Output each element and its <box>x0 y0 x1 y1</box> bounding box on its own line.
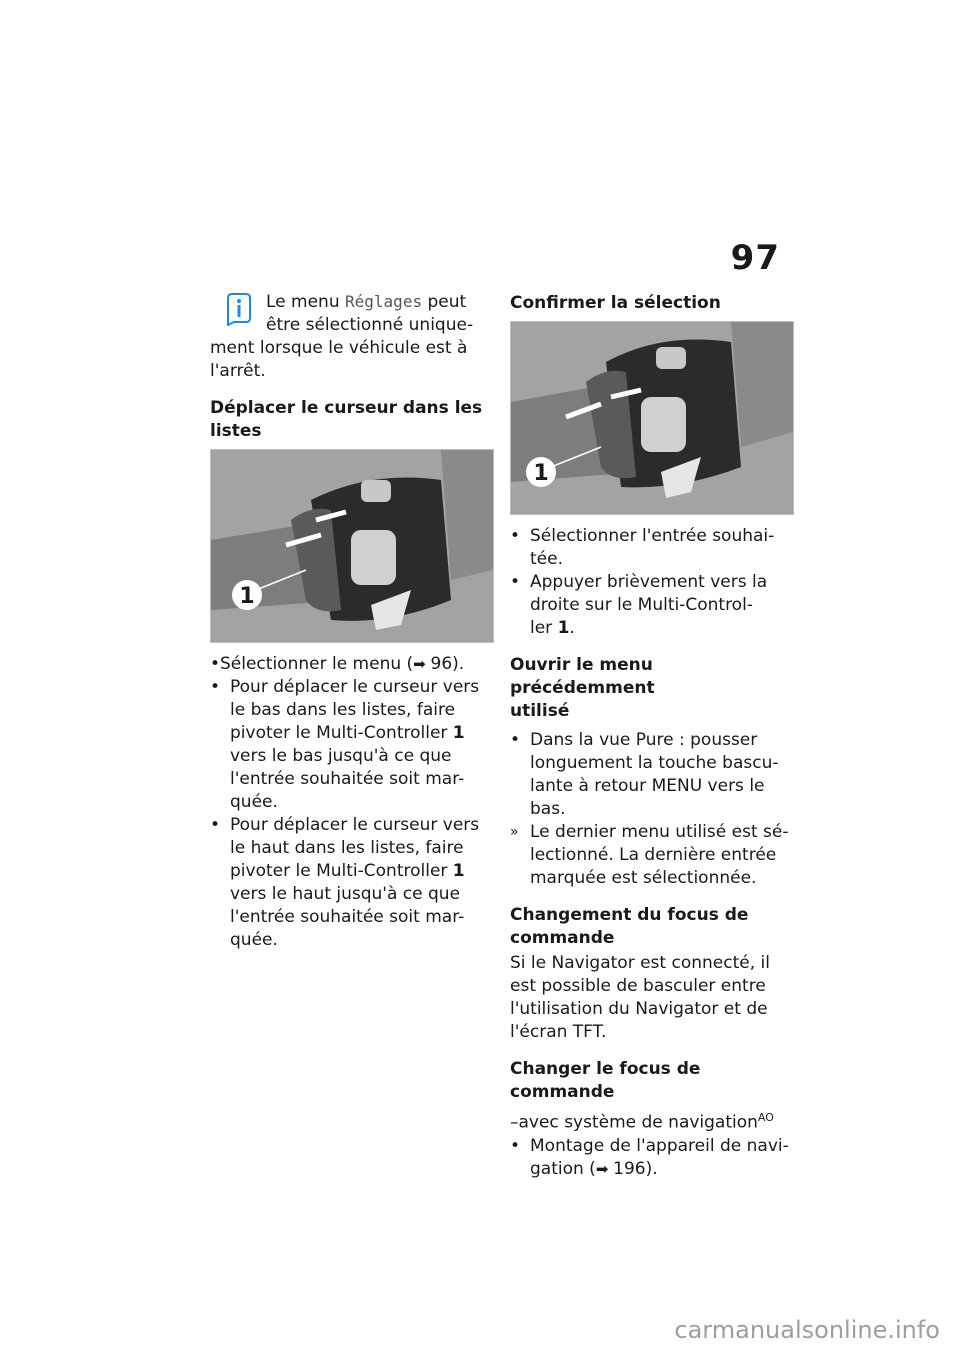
figure-multi-controller-rotate <box>210 449 494 643</box>
info-icon <box>224 292 254 326</box>
option-code: AO <box>757 1111 774 1124</box>
right-column <box>510 290 794 1181</box>
note-line-3: ment lorsque le véhicule est à <box>210 338 468 358</box>
bullet-move-up: • Pour déplacer le curseur vers le haut dans les listes, faire pivoter le Multi-Controller 1 vers le haut jusqu'à ce que l'entrée souhaitée soit mar- quée. <box>210 815 480 950</box>
note-line-4: l'arrêt. <box>210 361 266 381</box>
bullet-select-entry: • Sélectionner l'entrée souhai- tée. <box>510 526 775 569</box>
result-last-menu: » Le dernier menu utilisé est sé- lectionné. La dernière entrée marquée est sélectionnée. <box>510 822 789 888</box>
bullet-select-menu: • Sélectionner le menu (➡ 96). <box>210 654 465 674</box>
bullet-dot: • <box>510 730 521 750</box>
section-heading-move-cursor: Déplacer le curseur dans les listes <box>210 398 483 441</box>
section-heading-change-focus: Changer le focus de commande <box>510 1059 701 1102</box>
section-heading-open-menu: Ouvrir le menu précédemment utilisé <box>510 655 655 721</box>
bullet-dot: • <box>210 815 221 835</box>
left-column <box>210 290 494 952</box>
arrow-ref-icon: ➡ <box>595 1159 614 1178</box>
bullet-dot: • <box>210 677 221 697</box>
page-number: 97 <box>730 238 780 278</box>
section-heading-confirm: Confirmer la sélection <box>510 293 721 313</box>
note-line-1: Le menu Réglages peut <box>266 292 467 312</box>
figure-multi-controller-press <box>510 321 794 515</box>
focus-description: Si le Navigator est connecté, il est possible de basculer entre l'utilisation du Navigator et de l'écran TFT. <box>510 953 770 1042</box>
section-heading-focus-change: Changement du focus de commande <box>510 905 749 948</box>
watermark: carmanualsonline.info <box>674 1316 940 1344</box>
bullet-dot: • <box>510 572 521 592</box>
info-note <box>210 290 494 383</box>
result-arrow-icon: » <box>510 824 519 840</box>
menu-name: Réglages <box>345 292 423 311</box>
note-line-2: être sélectionné unique- <box>266 315 474 335</box>
bullet-dot: • <box>210 654 221 674</box>
bullet-mount-navigator: • Montage de l'appareil de navi- gation (➡ 196). <box>510 1135 789 1179</box>
bullet-press-right: • Appuyer brièvement vers la droite sur le Multi-Control- ler 1. <box>510 572 768 638</box>
figure-callout-label: 1 <box>239 584 255 609</box>
figure-callout-label: 1 <box>533 461 549 486</box>
bullet-move-down: • Pour déplacer le curseur vers le bas dans les listes, faire pivoter le Multi-Controller 1 vers le bas jusqu'à ce que l'entrée souhaitée soit mar- quée. <box>210 677 480 812</box>
handlebar-illustration <box>511 322 793 514</box>
handlebar-illustration <box>211 450 493 642</box>
bullet-dot: • <box>510 526 521 546</box>
arrow-ref-icon: ➡ <box>413 655 431 673</box>
bullet-dot: • <box>510 1135 521 1156</box>
option-line: –avec système de navigation$^{AO}$ <box>510 1111 774 1133</box>
bullet-push-rocker: • Dans la vue Pure : pousser longuement la touche bascu- lante à retour MENU vers le bas. <box>510 730 779 819</box>
